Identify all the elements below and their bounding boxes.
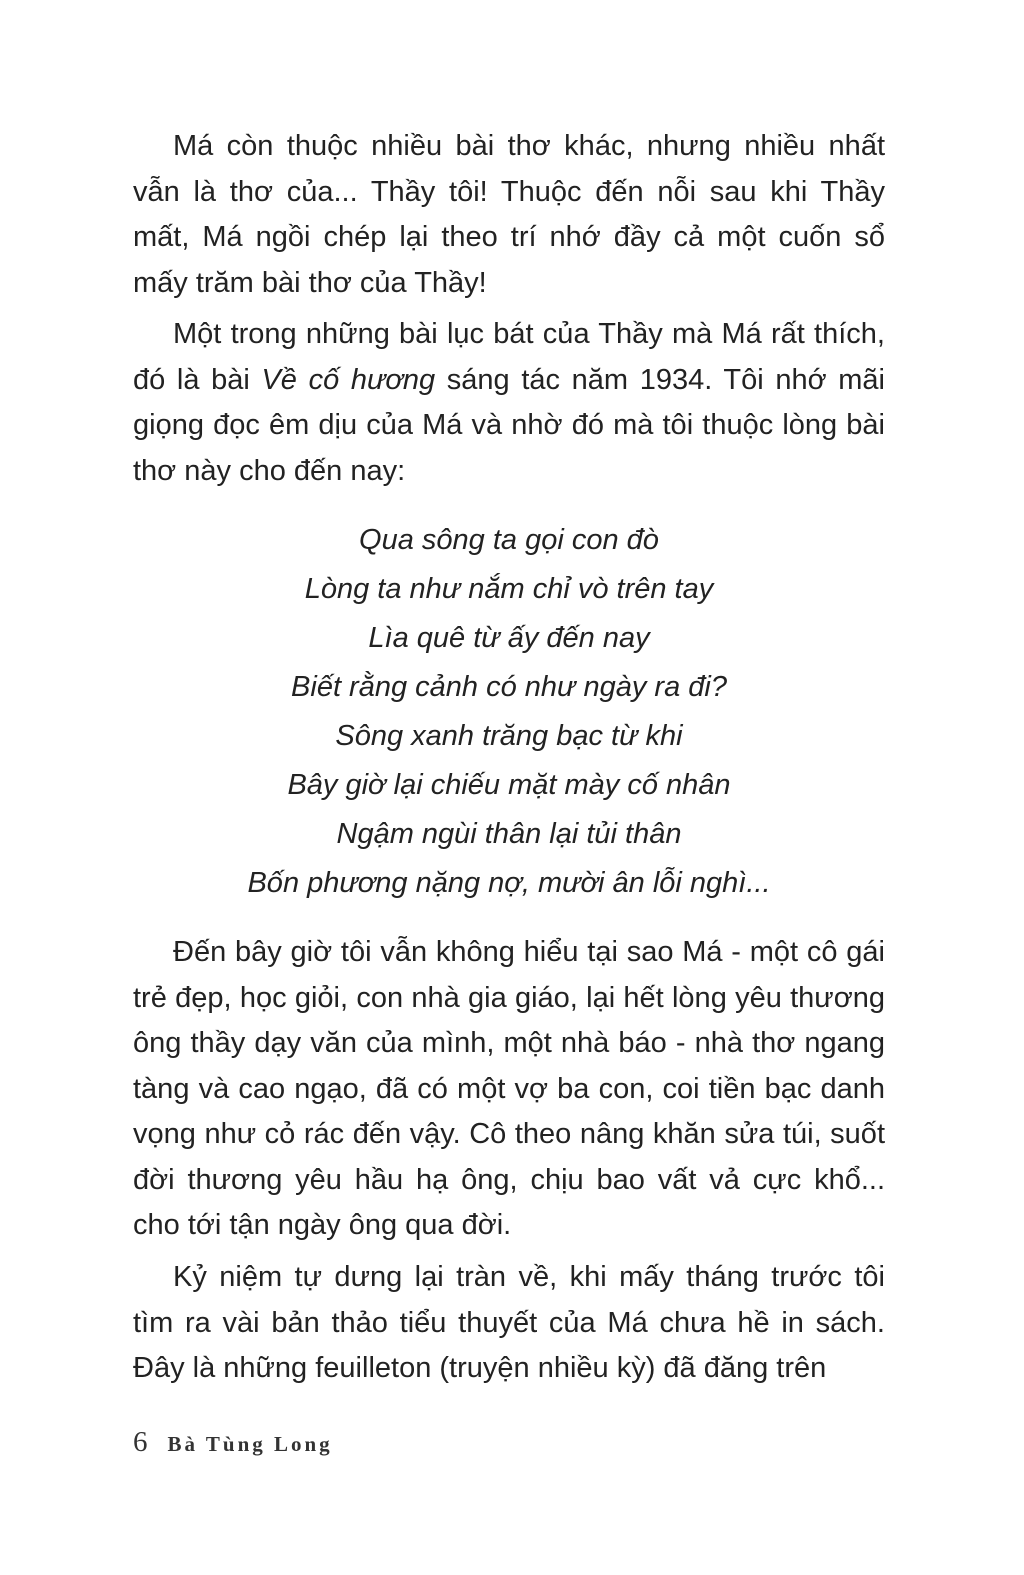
poem-line: Ngậm ngùi thân lại tủi thân (336, 818, 682, 850)
paragraph-1 (133, 124, 885, 306)
poem (133, 516, 885, 908)
paragraph-4-text: Kỷ niệm tự dưng lại tràn về, khi mấy tháng trước tôi tìm ra vài bản thảo tiểu thuyết của Má chưa hề in sách. Đây là những feuilleton (truyện nhiều kỳ) đã đăng trên (133, 1261, 885, 1384)
paragraph-2-after: sáng tác năm 1934. Tôi nhớ mãi giọng đọc êm dịu của Má và nhờ đó mà tôi thuộc lòng bài thơ này cho đến nay: (133, 363, 885, 487)
poem-line: Lòng ta như nắm chỉ vò trên tay (304, 573, 714, 605)
poem-line: Sông xanh trăng bạc từ khi (335, 720, 683, 752)
paragraph-3 (133, 930, 885, 1249)
poem-line: Qua sông ta gọi con đò (359, 524, 659, 556)
paragraph-1-text: Má còn thuộc nhiều bài thơ khác, nhưng nhiều nhất vẫn là thơ của... Thầy tôi! Thuộc đến nỗi sau khi Thầy mất, Má ngồi chép lại theo trí nhớ đầy cả một cuốn sổ mấy trăm bài thơ của Thầy! (133, 130, 885, 299)
paragraph-2 (133, 312, 885, 494)
poem-line: Bốn phương nặng nợ, mười ân lỗi nghì... (247, 867, 771, 899)
poem-line: Lìa quê từ ấy đến nay (368, 622, 650, 654)
page-footer (133, 1426, 333, 1459)
poem-line: Bây giờ lại chiếu mặt mày cố nhân (287, 769, 731, 801)
paragraph-3-text: Đến bây giờ tôi vẫn không hiểu tại sao Má - một cô gái trẻ đẹp, học giỏi, con nhà gia giáo, lại hết lòng yêu thương ông thầy dạy văn của mình, một nhà báo - nhà thơ ngang tàng và cao ngạo, đã có một vợ ba con, coi tiền bạc danh vọng như cỏ rác đến vậy. Cô theo nâng khăn sửa túi, suốt đời thương yêu hầu hạ ông, chịu bao vất vả cực khổ... cho tới tận ngày ông qua đời. (133, 936, 885, 1241)
page-number: 6 (133, 1426, 148, 1458)
paragraph-2-text (133, 312, 885, 494)
paragraph-4 (133, 1255, 885, 1392)
running-title: Bà Tùng Long (167, 1432, 333, 1456)
poem-line: Biết rằng cảnh có như ngày ra đi? (291, 671, 727, 703)
paragraph-2-before: Một trong những bài lục bát của Thầy mà Má rất thích, đó là bài (133, 318, 885, 396)
poem-title: Về cố hương (261, 363, 436, 396)
